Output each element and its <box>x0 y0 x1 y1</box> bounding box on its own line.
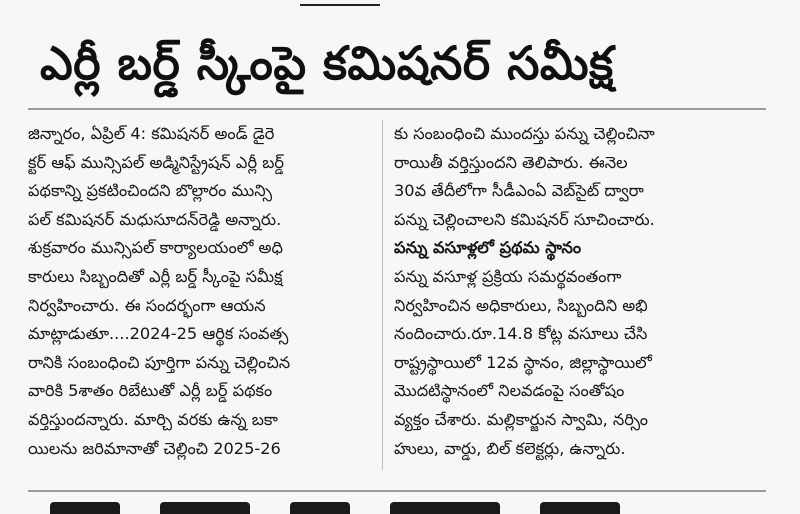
article-left-column <box>28 120 370 463</box>
next-headline-fragment <box>40 498 720 514</box>
text-line: వ్యక్తం చేశారు. మల్లికార్జున స్వామి, నర్సిం <box>394 409 648 429</box>
text-line: కు సంబంధించి ముందస్తు పన్ను చెల్లించినా <box>394 124 655 143</box>
text-line: రాష్ట్రస్థాయిలో 12వ స్థానం, జిల్లాస్థాయిలో <box>394 352 652 372</box>
text-line: పల్ కమిషనర్ మధుసూదన్‌రెడ్డి అన్నారు. <box>28 209 282 229</box>
text-line: పథకాన్ని ప్రకటించిందని బొల్లారం మున్సి <box>28 181 273 201</box>
text-line: హులు, వార్డు, బిల్ కలెక్టర్లు, ఉన్నారు. <box>394 438 626 458</box>
text-line: క్టర్ ఆఫ్ మున్సిపల్ అడ్మినిస్ట్రేషన్ ఎర్లీ బర్డ్ <box>28 152 284 172</box>
text-line: రానికి సంబంధించి పూర్తిగా పన్ను చెల్లించిన <box>28 352 291 372</box>
article-headline: ఎర్లీ బర్డ్ స్కీంపై కమిషనర్ సమీక్ష <box>40 36 614 90</box>
text-line: రాయితీ వర్తిస్తుందని తెలిపారు. ఈనెల <box>394 152 628 172</box>
previous-article-fragment <box>0 0 800 10</box>
article-right-column <box>394 120 734 463</box>
text-line: మొదటిస్థానంలో నిలవడంపై సంతోషం <box>394 381 625 401</box>
text-line: పన్ను చెల్లించాలని కమిషనర్ సూచించారు. <box>394 209 655 229</box>
bottom-rule <box>28 490 766 492</box>
text-line: వారికి 5శాతం రిబేటుతో ఎర్లీ బర్డ్ పథకం <box>28 381 273 401</box>
text-line: శుక్రవారం మున్సిపల్ కార్యాలయంలో అధి <box>28 238 283 258</box>
text-line: పన్ను వసూళ్ల ప్రక్రియ సమర్థవంతంగా <box>394 266 622 286</box>
text-line: మాట్లాడుతూ....2024-25 ఆర్థిక సంవత్స <box>28 324 289 344</box>
text-line: కారులు సిబ్బందితో ఎర్లీ బర్డ్ స్కీంపై సమీక్ష <box>28 266 283 286</box>
text-line: నిర్వహించారు. ఈ సందర్భంగా ఆయన <box>28 295 266 315</box>
headline-rule <box>28 108 766 110</box>
article-subheading: పన్ను వసూళ్లలో ప్రథమ స్థానం <box>394 238 582 258</box>
text-line: వర్తిస్తుందన్నారు. మార్చి వరకు ఉన్న బకా <box>28 409 278 429</box>
text-line: నందించారు.రూ.14.8 కోట్ల వసూలు చేసి <box>394 324 648 344</box>
column-divider <box>382 120 383 470</box>
text-line: నిర్వహించిన అధికారులు, సిబ్బందిని అభి <box>394 295 648 315</box>
text-line: యిలను జరిమానాతో చెల్లించి 2025-26 <box>28 438 281 458</box>
text-line: జిన్నారం, ఏప్రిల్ 4: కమిషనర్ అండ్ డైరె <box>28 124 275 143</box>
text-line: 30వ తేదీలోగా సీడీఎంఏ వెబ్‌సైట్ ద్వారా <box>394 181 644 201</box>
